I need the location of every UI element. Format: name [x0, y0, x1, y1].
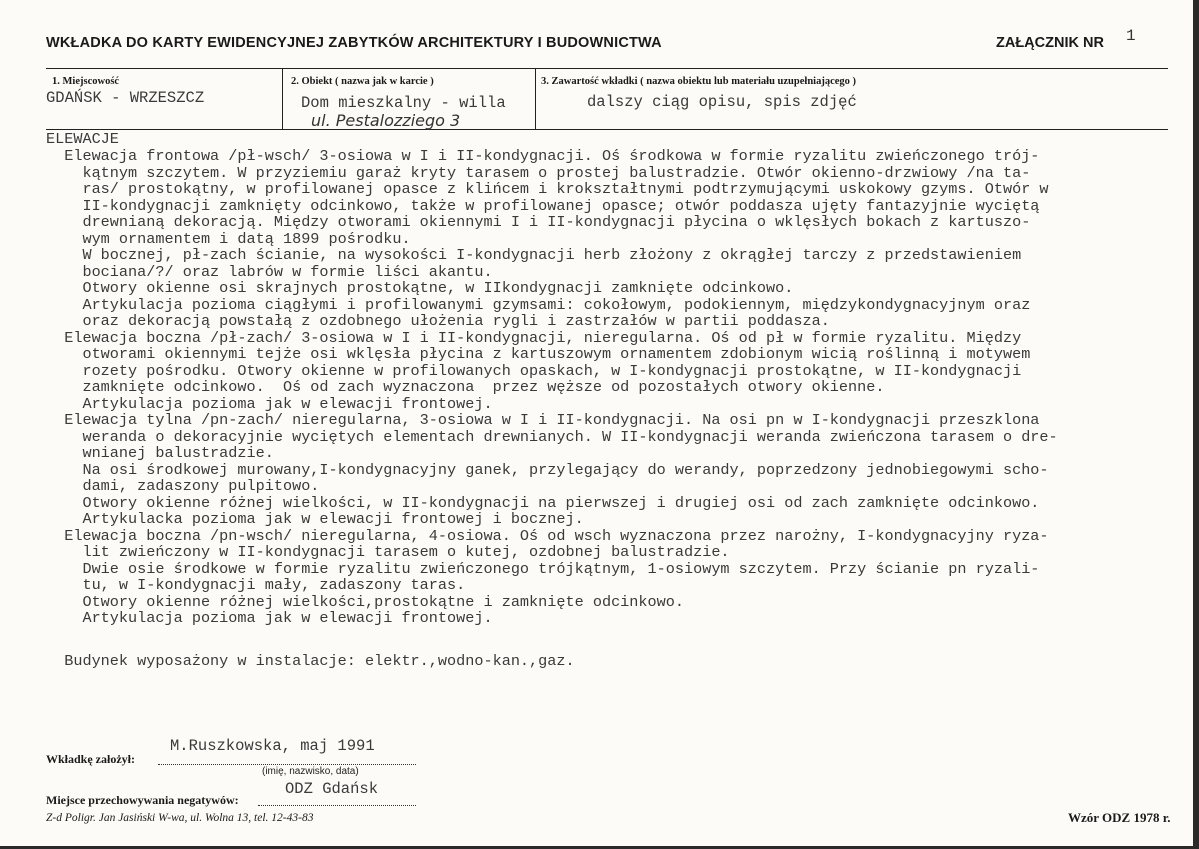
text-line: Budynek wyposażony w instalacje: elektr.,wodno-kan.,gaz. [46, 652, 575, 670]
printer-note: Z-d Poligr. Jan Jasiński W-wa, ul. Wolna 13, tel. 12-43-83 [46, 812, 314, 824]
text-line: tu, w I-kondygnacji mały, zadaszony taras. [46, 576, 466, 594]
object-label: 2. Obiekt ( nazwa jak w karcie ) [291, 76, 434, 87]
founder-value: M.Ruszkowska, maj 1991 [170, 737, 375, 755]
text-line: W bocznej, pł-zach ścianie, na wysokości I-kondygnacji herb złożony z okrągłej tarczy z przedstawieniem [46, 246, 1022, 264]
column-divider [535, 69, 536, 129]
text-line: Otwory okienne osi skrajnych prostokątne, w IIkondygnacji zamknięte odcinkowo. [46, 279, 794, 297]
text-line: Artykulacja pozioma jak w elewacji frontowej. [46, 394, 493, 413]
text-line: Artykulacka pozioma jak w elewacji frontowej i bocznej. [46, 510, 584, 528]
text-line: Na osi środkowej murowany,I-kondygnacyjny ganek, przylegający do werandy, poprzedzony jednobiegowymi scho- [46, 460, 1049, 479]
text-line: Elewacja frontowa /pł-wsch/ 3-osiowa w I i II-kondygnacji. Oś środkowa w formie ryzalitu zwieńczonego trój- [46, 147, 1040, 165]
location-label: 1. Miejscowość [52, 76, 120, 87]
text-line: Dwie osie środkowe w formie ryzalitu zwieńczonego trójkątnym, 1-osiowym szczytem. Przy ścianie pn ryzali- [46, 559, 1040, 578]
text-line: rozety pośrodku. Otwory okienne w profilowanych opaskach, w I-kondygnacji prostokątne, w II-kondygnacji [46, 361, 1022, 380]
text-line: drewnianą dekoracją. Między otworami okiennymi I i II-kondygnacji płycina o wklęsłych bokach z kartuszo- [46, 213, 1031, 231]
page-edge [1193, 0, 1199, 849]
text-line: Artykulacja pozioma jak w elewacji frontowej. [46, 609, 493, 627]
text-line: otworami okiennymi tejże osi wklęsła płycina z kartuszowym ornamentem zdobionym wicią roślinną i motywem [46, 345, 1031, 363]
location-value: GDAŃSK - WRZESZCZ [46, 89, 205, 107]
text-line: Artykulacja pozioma ciągłymi i profilowanymi gzymsami: cokołowym, podokiennym, międzykondygnacyjnym oraz [46, 295, 1031, 314]
form-title: WKŁADKA DO KARTY EWIDENCYJNEJ ZABYTKÓW ARCHITEKTURY I BUDOWNICTWA [46, 35, 662, 51]
negatives-label: Miejsce przechowywania negatywów: [46, 793, 239, 807]
text-line: II-kondygnacji zamknięty odcinkowo, także w profilowanej opasce; otwór poddasza ujęty fantazyjnie wyciętą [46, 196, 1040, 215]
founder-caption: (imię, nazwisko, data) [262, 766, 359, 777]
negatives-value: ODZ Gdańsk [285, 780, 379, 798]
text-line: dami, zadaszony pulpitowo. [46, 477, 320, 495]
text-line: Elewacja boczna /pł-zach/ 3-osiowa w I i II-kondygnacji, nieregularna. Oś od pł w formie ryzalitu. Między [46, 328, 1022, 347]
text-line: ras/ prostokątny, w profilowanej opasce z klińcem i krokształtnymi podtrzymującymi uskokowy gzyms. Otwór w [46, 180, 1049, 198]
text-line: wym ornamentem i datą 1899 pośrodku. [46, 229, 411, 248]
annex-label: ZAŁĄCZNIK NR [996, 35, 1104, 51]
object-value: Dom mieszkalny - willa [301, 94, 506, 112]
form-code: Wzór ODZ 1978 r. [1068, 810, 1171, 825]
negatives-dotted-line [258, 804, 416, 806]
text-line: ELEWACJE [46, 130, 119, 148]
content-value: dalszy ciąg opisu, spis zdjęć [587, 93, 857, 111]
text-line: weranda o dekoracyjnie wyciętych elementach drewnianych. W II-kondygnacji weranda zwieńczona tarasem o dre- [46, 427, 1058, 446]
text-line: Elewacja tylna /pn-zach/ nieregularna, 3-osiowa w I i II-kondygnacji. Na osi pn w I-kondygnacji przeszklona [46, 411, 1040, 429]
column-divider [282, 69, 283, 129]
text-line: kątnym szczytem. W przyziemiu garaż kryty tarasem o prostej balustradzie. Otwór okienno-drzwiowy /na ta- [46, 163, 1031, 182]
text-line: Otwory okienne różnej wielkości,prostokątne i zamknięte odcinkowo. [46, 592, 684, 611]
object-address: ul. Pestalozziego 3 [311, 111, 461, 130]
text-line: lit zwieńczony w II-kondygnacji tarasem o kutej, ozdobnej balustradzie. [46, 543, 730, 561]
annex-number: 1 [1126, 27, 1136, 45]
founder-dotted-line [158, 763, 416, 765]
text-line: zamknięte odcinkowo. Oś od zach wyznaczona przez węższe od pozostałych otwory okienne. [46, 378, 885, 396]
text-line: Elewacja boczna /pn-wsch/ nieregularna, 4-osiowa. Oś od wsch wyznaczona przez narożny, I-kondygnacyjny ryza- [46, 526, 1049, 545]
text-line: oraz dekoracją powstałą z ozdobnego ułożenia rygli i zastrzałów w partii poddasza. [46, 312, 830, 330]
field-table [46, 68, 1168, 130]
text-line: bociana/?/ oraz labrów w formie liści akantu. [46, 262, 493, 281]
founder-label: Wkładkę założył: [46, 752, 135, 766]
text-line: Otwory okienne różnej wielkości, w II-kondygnacji na pierwszej i drugiej osi od zach zamknięte odcinkowo. [46, 493, 1040, 512]
content-label: 3. Zawartość wkładki ( nazwa obiektu lub materiału uzupełniającego ) [541, 76, 857, 87]
text-line: wnianej balustradzie. [46, 444, 274, 462]
